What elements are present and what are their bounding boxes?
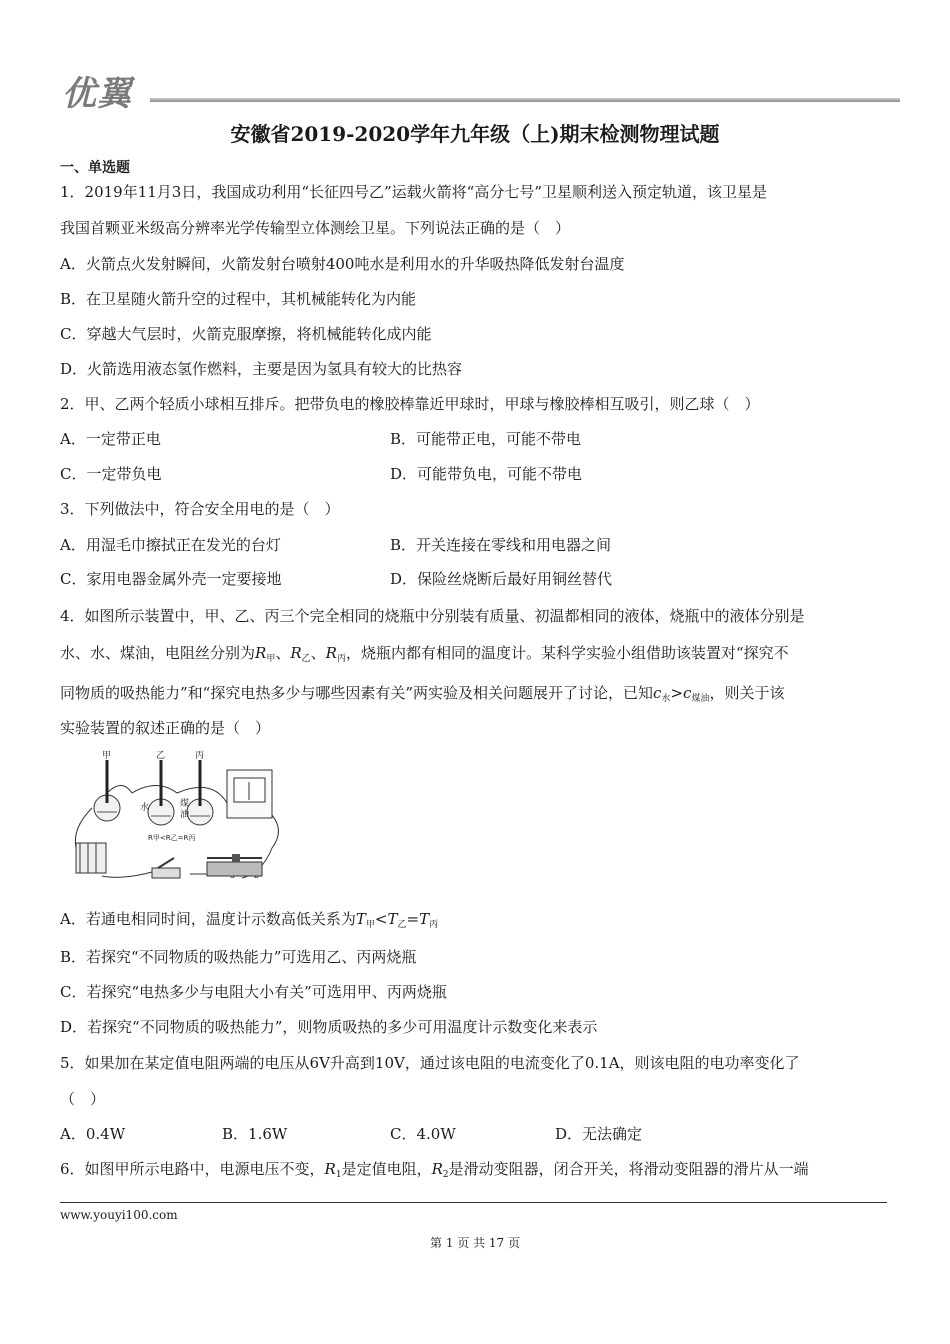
q2-option-a: A．一定带正电: [60, 430, 161, 448]
q3-option-b: B．开关连接在零线和用电器之间: [390, 536, 612, 554]
label-resistance-relation: R甲<R乙=R丙: [148, 834, 196, 842]
q1-stem-line-2: 我国首颗亚米级高分辨率光学传输型立体测绘卫星。下列说法正确的是（ ）: [60, 219, 571, 237]
q1-option-b: B．在卫星随火箭升空的过程中，其机械能转化为内能: [60, 290, 417, 308]
footer-url[interactable]: www.youyi100.com: [60, 1208, 178, 1222]
q5-option-a: A．0.4W: [60, 1125, 126, 1143]
q2-option-c: C．一定带负电: [60, 465, 162, 483]
rheostat-slider: [232, 854, 240, 862]
q5-option-c: C．4.0W: [390, 1125, 456, 1143]
q4-stem-line-2: 水、水、煤油，电阻丝分别为$R_甲$、$R_乙$、$R_丙$，烧瓶内都有相同的温度计。某科学实验小组借助该装置对“探究不: [60, 644, 789, 664]
q1-stem-line-1: 1．2019年11月3日，我国成功利用“长征四号乙”运载火箭将“高分七号”卫星顺利送入预定轨道，该卫星是: [60, 183, 768, 201]
header-rule: [150, 98, 900, 102]
q5-option-b: B．1.6W: [222, 1125, 288, 1143]
q1-option-c: C．穿越大气层时，火箭克服摩擦，将机械能转化成内能: [60, 325, 432, 343]
label-jia: 甲: [102, 751, 112, 761]
label-bing: 丙: [195, 751, 205, 761]
label-water: 水: [140, 803, 150, 813]
q4-stem-line-3: 同物质的吸热能力”和“探究电热多少与哪些因素有关”两实验及相关问题展开了讨论，已知$c_水>c_{煤油}$，则关于该: [60, 684, 785, 704]
q4-option-b: B．若探究“不同物质的吸热能力”可选用乙、丙两烧瓶: [60, 948, 417, 966]
q1-option-a: A．火箭点火发射瞬间，火箭发射台喷射400吨水是利用水的升华吸热降低发射台温度: [60, 255, 625, 273]
q4-option-c: C．若探究“电热多少与电阻大小有关”可选用甲、丙两烧瓶: [60, 983, 447, 1001]
switch: [152, 868, 180, 878]
q4-circuit-figure: [62, 748, 292, 893]
q5-stem-line-2: （ ）: [60, 1090, 106, 1108]
q4-stem-line-1: 4．如图所示装置中，甲、乙、丙三个完全相同的烧瓶中分别装有质量、初温都相同的液体，烧瓶中的液体分别是: [60, 607, 805, 625]
label-kerosene-1: 煤: [180, 799, 190, 809]
logo: 优翼: [62, 74, 132, 114]
q2-stem: 2．甲、乙两个轻质小球相互排斥。把带负电的橡胶棒靠近甲球时，甲球与橡胶棒相互吸引，则乙球（ ）: [60, 395, 760, 413]
q4-option-d: D．若探究“不同物质的吸热能力”，则物质吸热的多少可用温度计示数变化来表示: [60, 1018, 598, 1036]
q1-option-d: D．火箭选用液态氢作燃料，主要是因为氢具有较大的比热容: [60, 360, 463, 378]
q5-option-d: D．无法确定: [555, 1125, 643, 1143]
footer-rule: [60, 1202, 887, 1203]
q4-option-a: A．若通电相同时间，温度计示数高低关系为$T_甲<T_乙=T_丙$: [60, 910, 439, 930]
label-kerosene-2: 油: [180, 810, 190, 820]
q3-stem: 3．下列做法中，符合安全用电的是（ ）: [60, 500, 340, 518]
q6-stem-line-1: 6．如图甲所示电路中，电源电压不变，$R_1$是定值电阻，$R_2$是滑动变阻器，闭合开关，将滑动变阻器的滑片从一端: [60, 1160, 809, 1180]
section-heading: 一、单选题: [60, 160, 130, 176]
q3-option-c: C．家用电器金属外壳一定要接地: [60, 570, 282, 588]
label-yi: 乙: [156, 751, 166, 761]
q3-option-d: D．保险丝烧断后最好用铜丝替代: [390, 570, 613, 588]
q2-option-d: D．可能带负电，可能不带电: [390, 465, 583, 483]
rheostat: [207, 862, 262, 876]
q2-option-b: B．可能带正电，可能不带电: [390, 430, 582, 448]
q3-option-a: A．用湿毛巾擦拭正在发光的台灯: [60, 536, 281, 554]
q4-stem-line-4: 实验装置的叙述正确的是（ ）: [60, 719, 271, 737]
q5-stem-line-1: 5．如果加在某定值电阻两端的电压从6V升高到10V，通过该电阻的电流变化了0.1A，则该电阻的电功率变化了: [60, 1054, 800, 1072]
page-number: 第 1 页 共 17 页: [430, 1236, 520, 1250]
page-title: 安徽省2019-2020学年九年级（上)期末检测物理试题: [230, 122, 720, 146]
